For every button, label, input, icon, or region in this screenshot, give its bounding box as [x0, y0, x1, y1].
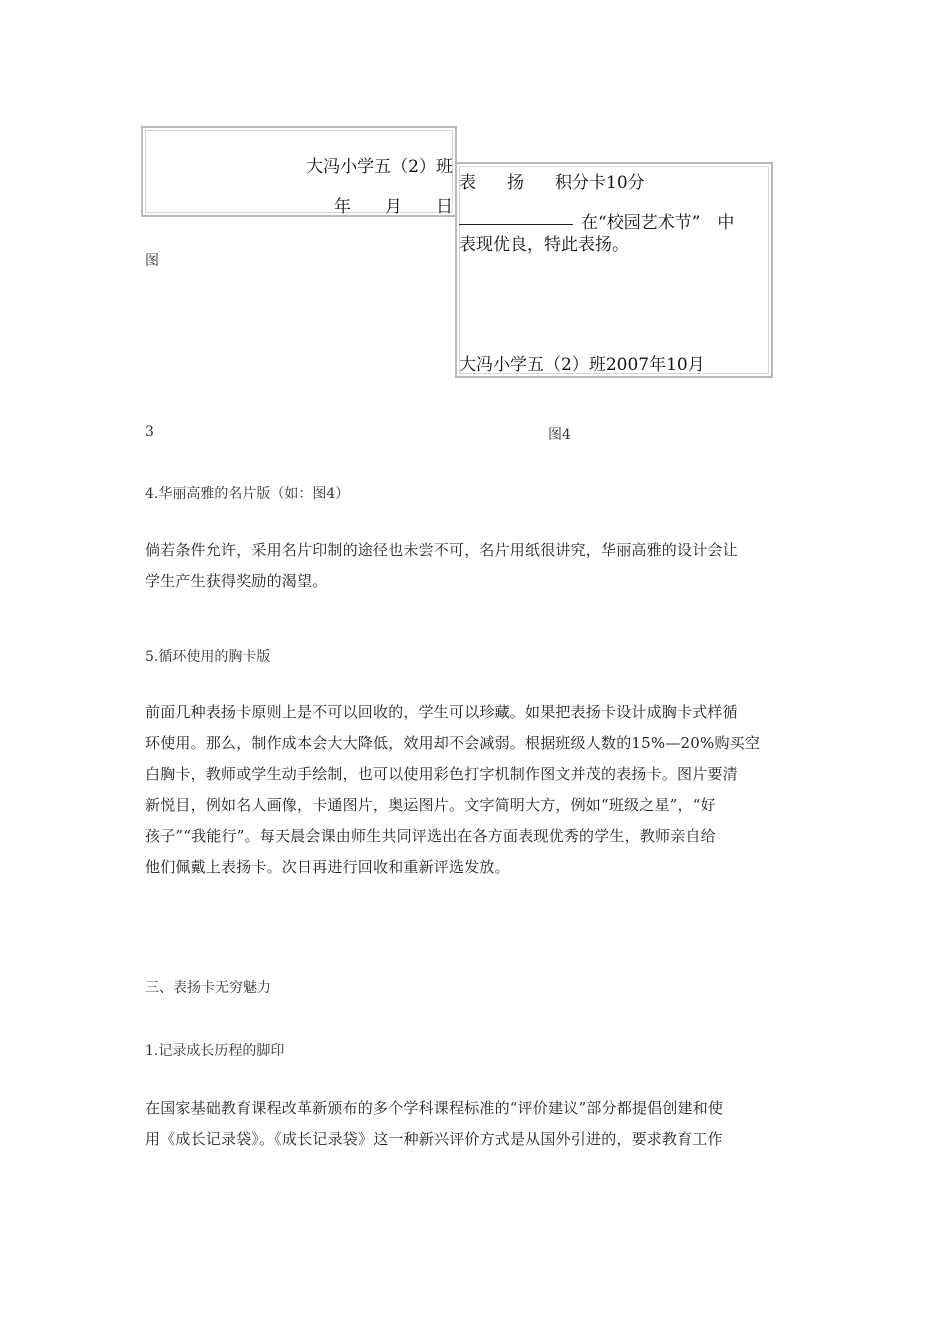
section4-heading: 4.华丽高雅的名片版（如：图4）: [145, 486, 350, 502]
paragraph-line: 他们佩戴上表扬卡。次日再进行回收和重新评选发放。: [145, 858, 510, 876]
paragraph-line: 学生产生获得奖励的渴望。: [145, 572, 328, 590]
paragraph-line: 环使用。那么，制作成本会大大降低，效用却不会减弱。根据班级人数的15%—20%购买空: [145, 734, 761, 752]
paragraph-line: 在国家基础教育课程改革新颁布的多个学科课程标准的“评价建议”部分都提倡创建和使: [145, 1099, 724, 1117]
fig3-caption-a: 图: [145, 253, 159, 269]
paragraph-line: 新悦目，例如名人画像，卡通图片，奥运图片。文字简明大方，例如“班级之星”，“好: [145, 796, 716, 814]
card4-title-a: 表: [459, 173, 476, 193]
card4-title-c: 积分卡10分: [555, 173, 645, 193]
card4-line2: 表现优良，特此表扬。: [459, 235, 629, 255]
card4-footer: 大冯小学五（2）班2007年10月: [459, 355, 705, 375]
figure-4-card: [455, 162, 773, 378]
paragraph-line: 前面几种表扬卡原则上是不可以回收的，学生可以珍藏。如果把表扬卡设计成胸卡式样循: [145, 703, 738, 721]
paragraph-line: 倘若条件允许，采用名片印制的途径也未尝不可，名片用纸很讲究，华丽高雅的设计会让: [145, 541, 738, 559]
section5-paragraph: [145, 697, 801, 883]
part3-heading: 三、表扬卡无穷魅力: [145, 980, 271, 996]
card4-line1: 在“校园艺术节” 中: [581, 213, 735, 233]
section4-paragraph: [145, 535, 801, 597]
section1-paragraph: [145, 1093, 801, 1155]
card4-name-blank: [459, 224, 573, 225]
paragraph-line: 用《成长记录袋》。《成长记录袋》这一种新兴评价方式是从国外引进的，要求教育工作: [145, 1130, 723, 1148]
card4-title-b: 扬: [507, 173, 524, 193]
card3-class-line: 大冯小学五（2）班: [306, 157, 453, 177]
paragraph-line: 孩子”“我能行”。每天晨会课由师生共同评选出在各方面表现优秀的学生，教师亲自给: [145, 827, 716, 845]
section1-heading: 1.记录成长历程的脚印: [145, 1043, 285, 1059]
card3-date-line: 年 月 日: [334, 197, 453, 217]
fig3-caption-b: 3: [145, 424, 154, 440]
fig4-caption: 图4: [548, 427, 571, 443]
paragraph-line: 白胸卡，教师或学生动手绘制，也可以使用彩色打字机制作图文并茂的表扬卡。图片要清: [145, 765, 738, 783]
section5-heading: 5.循环使用的胸卡版: [145, 649, 271, 665]
figure-3-card: [141, 126, 457, 217]
